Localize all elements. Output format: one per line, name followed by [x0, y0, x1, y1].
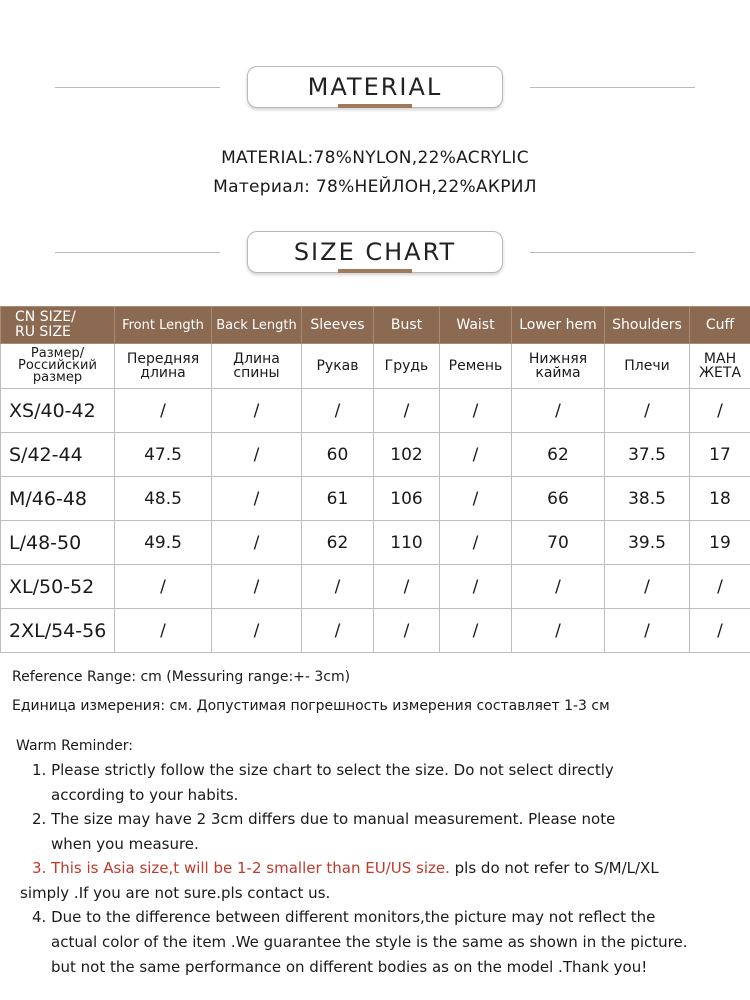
table-cell: /	[440, 521, 512, 565]
table-cell: /	[374, 389, 440, 433]
size-cell: S/42-44	[1, 433, 115, 477]
header-cell: Рукав	[302, 344, 374, 389]
table-cell: 19	[690, 521, 750, 565]
table-cell: /	[212, 565, 302, 609]
table-cell: 60	[302, 433, 374, 477]
table-cell: /	[690, 565, 750, 609]
header-cell: МАН ЖЕТА	[690, 344, 750, 389]
table-cell: /	[440, 477, 512, 521]
header-cell: Плечи	[605, 344, 690, 389]
reminder-item-4	[32, 905, 742, 980]
table-cell: /	[374, 609, 440, 653]
table-cell: /	[212, 609, 302, 653]
reference-range-ru: Единица измерения: см. Допустимая погрешность измерения составляет 1-3 см	[12, 698, 610, 714]
table-row	[1, 477, 750, 521]
table-row	[1, 609, 750, 653]
table-row	[1, 565, 750, 609]
table-cell: /	[440, 389, 512, 433]
table-cell: /	[440, 433, 512, 477]
reminder-line	[32, 856, 742, 881]
table-cell: /	[115, 609, 212, 653]
reminder-line: 1. Please strictly follow the size chart to select the size. Do not select directly	[32, 761, 614, 779]
header-cell: Нижняя кайма	[512, 344, 605, 389]
table-cell: 47.5	[115, 433, 212, 477]
table-cell: /	[605, 389, 690, 433]
warm-reminder-title: Warm Reminder:	[16, 738, 133, 754]
header-cell: Sleeves	[302, 307, 374, 344]
table-header-ru	[1, 344, 750, 389]
size-cell: 2XL/54-56	[1, 609, 115, 653]
table-cell: 70	[512, 521, 605, 565]
table-row	[1, 433, 750, 477]
reminder-line: when you measure.	[51, 835, 199, 853]
size-cell: L/48-50	[1, 521, 115, 565]
table-cell: 106	[374, 477, 440, 521]
table-cell: /	[512, 389, 605, 433]
table-cell: 102	[374, 433, 440, 477]
reminder-line: actual color of the item .We guarantee the style is the same as shown in the picture.	[51, 933, 688, 951]
table-cell: 39.5	[605, 521, 690, 565]
header-cell: Длина спины	[212, 344, 302, 389]
table-cell: 17	[690, 433, 750, 477]
header-cell: Размер/ Российский размер	[1, 344, 115, 389]
table-cell: /	[512, 565, 605, 609]
table-cell: /	[605, 565, 690, 609]
table-row	[1, 389, 750, 433]
table-cell: /	[115, 389, 212, 433]
header-cell: Cuff	[690, 307, 750, 344]
table-cell: /	[212, 477, 302, 521]
size-cell: XL/50-52	[1, 565, 115, 609]
table-cell: 61	[302, 477, 374, 521]
size-cell: M/46-48	[1, 477, 115, 521]
header-cell: Shoulders	[605, 307, 690, 344]
title-underline	[338, 269, 412, 273]
material-line-en: MATERIAL:78%NYLON,22%ACRYLIC	[221, 148, 529, 168]
table-cell: 66	[512, 477, 605, 521]
reminder-line: but not the same performance on different bodies as on the model .Thank you!	[51, 958, 648, 976]
divider-left	[55, 87, 220, 88]
reminder-item-2	[32, 807, 742, 857]
table-cell: 62	[302, 521, 374, 565]
table-cell: 37.5	[605, 433, 690, 477]
table-cell: 48.5	[115, 477, 212, 521]
table-header-en	[1, 307, 750, 344]
header-cell: Front Length	[115, 307, 212, 344]
table-cell: /	[115, 565, 212, 609]
header-cell: Waist	[440, 307, 512, 344]
table-cell: /	[440, 609, 512, 653]
reminder-item-3	[20, 856, 742, 906]
reminder-line: 4. Due to the difference between different monitors,the picture may not reflect the	[32, 908, 656, 926]
header-cell: Ремень	[440, 344, 512, 389]
reminder-line: according to your habits.	[51, 786, 239, 804]
header-cell: Передняя длина	[115, 344, 212, 389]
divider-left	[55, 252, 220, 253]
table-cell: /	[690, 389, 750, 433]
table-cell: /	[302, 609, 374, 653]
material-title: MATERIAL	[247, 66, 503, 108]
table-cell: 49.5	[115, 521, 212, 565]
table-cell: /	[212, 389, 302, 433]
title-underline	[338, 104, 412, 108]
table-cell: 110	[374, 521, 440, 565]
reminder-item-1	[32, 758, 742, 808]
divider-right	[530, 252, 695, 253]
reminder-text: pls do not refer to S/M/L/XL	[449, 859, 659, 877]
size-chart-title: SIZE CHART	[247, 231, 503, 273]
table-cell: /	[212, 521, 302, 565]
table-cell: 18	[690, 477, 750, 521]
header-cell: CN SIZE/ RU SIZE	[1, 307, 115, 344]
divider-right	[530, 87, 695, 88]
table-cell: /	[512, 609, 605, 653]
reminder-line: 2. The size may have 2 3cm differs due to manual measurement. Please note	[32, 810, 616, 828]
size-chart-table	[0, 306, 750, 653]
asia-size-warning: 3. This is Asia size,t will be 1-2 smaller than EU/US size.	[32, 859, 450, 877]
table-cell: /	[302, 389, 374, 433]
header-cell: Lower hem	[512, 307, 605, 344]
reminder-line: simply .If you are not sure.pls contact us.	[20, 884, 331, 902]
table-row	[1, 521, 750, 565]
material-section-header	[0, 66, 750, 110]
table-cell: /	[374, 565, 440, 609]
header-cell: Грудь	[374, 344, 440, 389]
size-chart-section-header	[0, 231, 750, 275]
material-line-ru: Материал: 78%НЕЙЛОН,22%АКРИЛ	[213, 177, 537, 197]
table-cell: /	[690, 609, 750, 653]
table-cell: /	[302, 565, 374, 609]
reference-range-en: Reference Range: cm (Messuring range:+- 3cm)	[12, 669, 351, 685]
table-cell: 38.5	[605, 477, 690, 521]
header-cell: Bust	[374, 307, 440, 344]
header-cell: Back Length	[212, 307, 302, 344]
table-cell: /	[605, 609, 690, 653]
table-cell: /	[440, 565, 512, 609]
table-cell: 62	[512, 433, 605, 477]
size-cell: XS/40-42	[1, 389, 115, 433]
table-cell: /	[212, 433, 302, 477]
